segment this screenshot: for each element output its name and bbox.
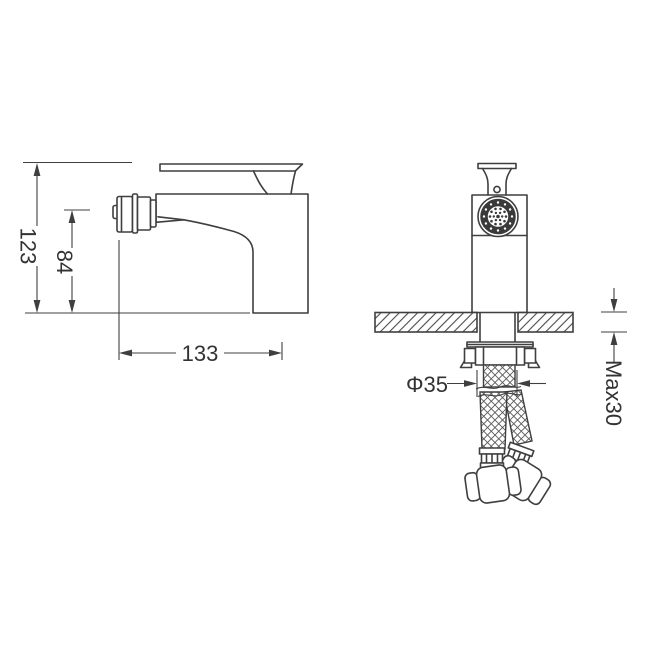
- dim-overall-height: [16, 163, 133, 314]
- body-side: [156, 194, 308, 313]
- spout-nozzle: [113, 194, 156, 233]
- front-view: [375, 164, 573, 510]
- side-view: [25, 164, 308, 313]
- handle-front: [478, 164, 516, 196]
- hose-upper: [484, 365, 516, 387]
- aerator: [478, 197, 518, 237]
- countertop: [375, 313, 573, 333]
- max-thickness-label: Max30: [601, 359, 626, 427]
- index-dot: [494, 186, 500, 192]
- overall-height-label: 123: [15, 227, 41, 265]
- spout-height-label: 84: [52, 249, 77, 275]
- spout-reach-label: 133: [181, 341, 219, 366]
- hole-diameter-label: Φ35: [405, 372, 449, 397]
- dim-spout-height: [52, 210, 90, 313]
- dim-max-thickness: [601, 288, 627, 426]
- dim-spout-reach: [119, 240, 282, 366]
- dim-hole-diameter: [406, 370, 546, 397]
- handle-side: [160, 164, 303, 194]
- hose-left-fitting: [464, 462, 522, 505]
